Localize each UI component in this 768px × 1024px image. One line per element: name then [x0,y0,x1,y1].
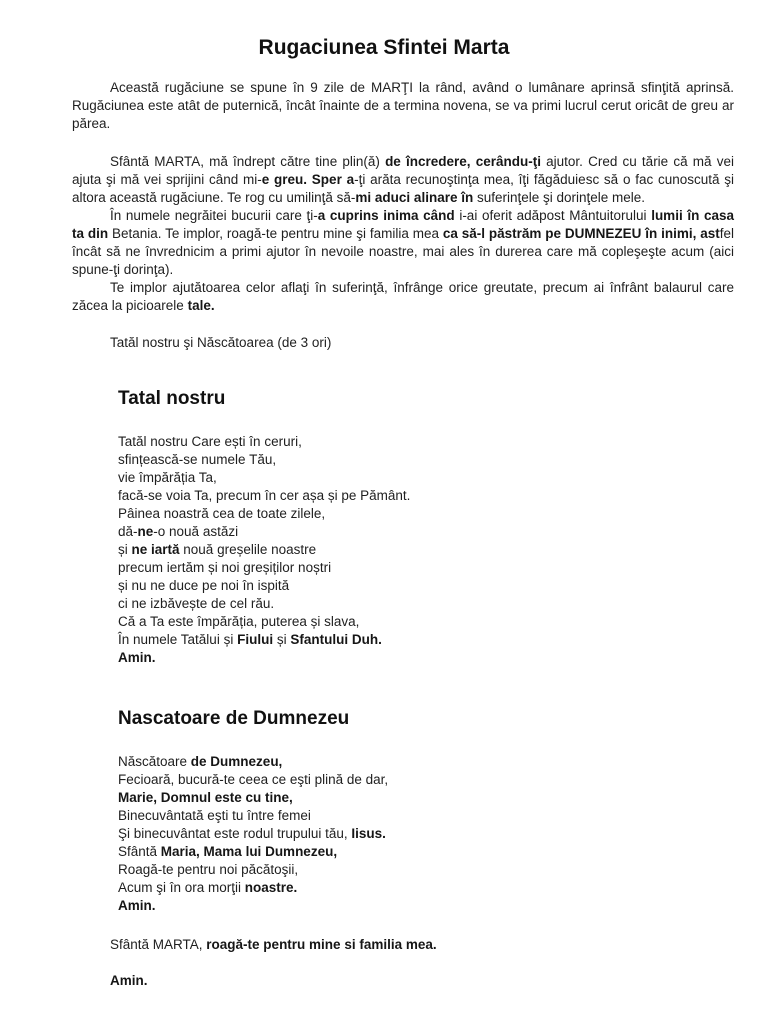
prayer-line [118,879,768,897]
section-nascatoare [0,708,768,915]
text-segment: Această rugăciune se spune în 9 zile de MARŢI la rând, având o lumânare aprinsă sfinţită aprinsă. Rugăciunea este atât de puternică, încât înainte de a termina novena, se va primi lucrul cerut oricât de greu ar părea. [72,80,734,131]
prayer-instruction-line: Tatăl nostru şi Născătoarea (de 3 ori) [110,335,332,350]
prayer-line [118,631,768,649]
bold-text-segment: de Dumnezeu, [190,754,283,769]
prayer-line [118,825,768,843]
bold-text-segment: Iisus. [351,826,386,841]
bold-text-segment: Maria, Mama lui Dumnezeu, [160,844,338,859]
prayer-line [118,451,768,469]
prayer-line [118,433,768,451]
prayer-line [118,807,768,825]
prayer-line [118,771,768,789]
text-segment: și [273,632,291,647]
prayer-line [118,897,768,915]
prayer-line [118,613,768,631]
prayer-line [118,505,768,523]
intro-paragraph-3 [72,207,734,279]
text-segment: dă- [118,524,138,539]
prayer-line [118,469,768,487]
text-segment: Tatăl nostru Care ești în ceruri, [118,434,302,449]
text-segment: fel încât să ne învrednicim a primi ajutor în nevoile noastre, mai ales în durerea care mă copleşeşte acum (aici spune-ţi dorinţa). [72,226,734,277]
section-heading-tatal-nostru: Tatal nostru [118,388,226,409]
bold-text-segment: Fiului [237,632,274,647]
text-segment: suferinţele şi dorinţele mele. [473,190,646,205]
text-segment: Binecuvântată eşti tu între femei [118,808,311,823]
text-segment: Că a Ta este împărăția, puterea și slava, [118,614,360,629]
bold-text-segment: Amin. [118,650,156,665]
prayer-text-tatal-nostru [118,433,768,667]
text-segment: Betania. Te implor, roagă-te pentru mine şi familia mea [108,226,443,241]
bold-text-segment: ne iartă [131,542,180,557]
text-segment: ci ne izbăvește de cel rău. [118,596,275,611]
bold-text-segment: lumii în casa ta din [72,208,734,241]
text-segment: ajutor. Cred cu tărie că mă vei ajuta şi mă vei sprijini când mi- [72,154,734,187]
bold-text-segment: a cuprins inima când [317,208,455,223]
bold-text-segment: Marie, Domnul este cu tine, [118,790,293,805]
text-segment: Sfântă MARTA, [110,937,207,952]
text-segment: Sfântă MARTA, mă îndrept către tine plin(ă) [110,154,386,169]
prayer-line [118,487,768,505]
prayer-line [118,789,768,807]
prayer-line [118,577,768,595]
text-segment: vie împărăția Ta, [118,470,217,485]
prayer-line [118,649,768,667]
intro-paragraph-1 [72,79,734,133]
section-heading-nascatoare: Nascatoare de Dumnezeu [118,708,350,729]
text-segment: precum iertăm și noi greșiților noștri [118,560,332,575]
prayer-line [118,843,768,861]
bold-text-segment: ca să-l păstrăm pe DUMNEZEU în inimi, ast [442,226,720,241]
prayer-line [118,861,768,879]
closing-invocation-line [110,936,768,954]
text-segment: Te implor ajutătoarea celor aflaţi în suferinţă, înfrânge orice greutate, precum ai înfrânt balaurul care zăcea la picioarele [72,280,734,313]
text-segment: nouă greșelile noastre [179,542,317,557]
bold-text-segment: Amin. [110,973,148,988]
prayer-line [118,523,768,541]
prayer-line [118,595,768,613]
text-segment: Născătoare [118,754,191,769]
bold-text-segment: mi aduci alinare în [355,190,474,205]
bold-text-segment: e greu. Sper a [261,172,355,187]
section-tatal-nostru [0,388,768,667]
text-segment: și [118,542,132,557]
text-segment: În numele Tatălui și [118,632,238,647]
intro-paragraph-2 [72,153,734,207]
text-segment: Şi binecuvântat este rodul trupului tău, [118,826,352,841]
text-segment: Roagă-te pentru noi păcătoşii, [118,862,299,877]
text-segment: -o nouă astăzi [153,524,239,539]
bold-text-segment: tale. [187,298,215,313]
text-segment: Pâinea noastră cea de toate zilele, [118,506,326,521]
text-segment: Sfântă [118,844,161,859]
text-segment: Acum şi în ora morţii [118,880,245,895]
bold-text-segment: noastre. [244,880,298,895]
prayer-line [118,541,768,559]
document-title: Rugaciunea Sfintei Marta [258,36,510,59]
bold-text-segment: de încredere, cerându-ţi [385,154,541,169]
bold-text-segment: Amin. [118,898,156,913]
prayer-line [118,753,768,771]
text-segment: și nu ne duce pe noi în ispită [118,578,290,593]
closing-amen-line [110,972,768,990]
text-segment: sfințească-se numele Tău, [118,452,277,467]
text-segment: facă-se voia Ta, precum în cer așa și pe Pământ. [118,488,411,503]
bold-text-segment: roagă-te pentru mine si familia mea. [206,937,437,952]
intro-paragraph-4 [72,279,734,315]
text-segment: -ţi arăta recunoştinţa mea, îţi făgăduiesc să o fac cunoscută şi altora această rugăciune. Te rog cu umilinţă să- [72,172,734,205]
bold-text-segment: Sfantului Duh. [290,632,382,647]
prayer-line [118,559,768,577]
text-segment: Fecioară, bucură-te ceea ce eşti plină de dar, [118,772,389,787]
text-segment: În numele negrăitei bucurii care ţi- [110,208,318,223]
prayer-text-nascatoare [118,753,768,915]
bold-text-segment: ne [137,524,154,539]
text-segment: i-ai oferit adăpost Mântuitorului [454,208,652,223]
